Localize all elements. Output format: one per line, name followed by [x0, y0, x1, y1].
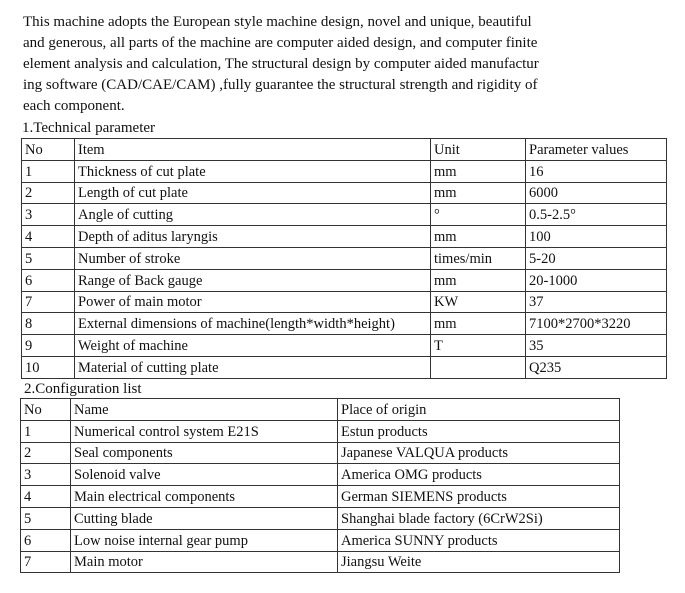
- cell-no: 6: [21, 529, 71, 551]
- header-cell-name: Name: [71, 399, 338, 421]
- cell-parameter-value: 37: [526, 291, 667, 313]
- cell-name: Solenoid valve: [71, 464, 338, 486]
- configuration-list-table: [20, 398, 620, 573]
- cell-no: 2: [21, 442, 71, 464]
- table-row: [21, 507, 620, 529]
- cell-no: 4: [21, 486, 71, 508]
- cell-item: Thickness of cut plate: [75, 160, 431, 182]
- cell-no: 7: [22, 291, 75, 313]
- cell-no: 2: [22, 182, 75, 204]
- cell-place-of-origin: Jiangsu Weite: [338, 551, 620, 573]
- cell-item: Number of stroke: [75, 247, 431, 269]
- cell-parameter-value: 35: [526, 335, 667, 357]
- header-cell-place-of-origin: Place of origin: [338, 399, 620, 421]
- table-row: [22, 313, 667, 335]
- table-row: [21, 551, 620, 573]
- cell-place-of-origin: Japanese VALQUA products: [338, 442, 620, 464]
- cell-parameter-value: 6000: [526, 182, 667, 204]
- cell-name: Main motor: [71, 551, 338, 573]
- cell-item: External dimensions of machine(length*width*height): [75, 313, 431, 335]
- cell-item: Length of cut plate: [75, 182, 431, 204]
- table-row: [22, 204, 667, 226]
- cell-place-of-origin: Estun products: [338, 420, 620, 442]
- cell-parameter-value: 5-20: [526, 247, 667, 269]
- cell-unit: mm: [431, 313, 526, 335]
- cell-no: 9: [22, 335, 75, 357]
- intro-line: each component.: [23, 98, 125, 114]
- table-header-row: [22, 139, 667, 161]
- table-row: [22, 247, 667, 269]
- section-title-configuration-list: 2.Configuration list: [24, 381, 142, 397]
- header-cell-parameter-value: Parameter values: [526, 139, 667, 161]
- cell-parameter-value: Q235: [526, 356, 667, 378]
- table-row: [21, 464, 620, 486]
- header-cell-no: No: [21, 399, 71, 421]
- cell-no: 6: [22, 269, 75, 291]
- cell-no: 5: [22, 247, 75, 269]
- table-row: [22, 291, 667, 313]
- table-row: [21, 420, 620, 442]
- table-row: [21, 486, 620, 508]
- cell-parameter-value: 0.5-2.5°: [526, 204, 667, 226]
- cell-unit: mm: [431, 160, 526, 182]
- cell-name: Cutting blade: [71, 507, 338, 529]
- cell-unit: mm: [431, 182, 526, 204]
- header-cell-no: No: [22, 139, 75, 161]
- cell-no: 7: [21, 551, 71, 573]
- cell-unit: mm: [431, 226, 526, 248]
- cell-parameter-value: 100: [526, 226, 667, 248]
- cell-name: Main electrical components: [71, 486, 338, 508]
- intro-paragraph: [23, 12, 603, 117]
- cell-item: Material of cutting plate: [75, 356, 431, 378]
- intro-line: ing software (CAD/CAE/CAM) ,fully guarantee the structural strength and rigidity of: [23, 77, 538, 93]
- cell-item: Power of main motor: [75, 291, 431, 313]
- cell-item: Angle of cutting: [75, 204, 431, 226]
- cell-item: Depth of aditus laryngis: [75, 226, 431, 248]
- cell-no: 3: [22, 204, 75, 226]
- cell-parameter-value: 16: [526, 160, 667, 182]
- cell-place-of-origin: America SUNNY products: [338, 529, 620, 551]
- cell-item: Weight of machine: [75, 335, 431, 357]
- table-row: [22, 335, 667, 357]
- table-row: [21, 442, 620, 464]
- cell-place-of-origin: German SIEMENS products: [338, 486, 620, 508]
- header-cell-item: Item: [75, 139, 431, 161]
- header-cell-unit: Unit: [431, 139, 526, 161]
- table-row: [22, 160, 667, 182]
- intro-line: and generous, all parts of the machine are computer aided design, and computer finite: [23, 35, 538, 51]
- cell-name: Numerical control system E21S: [71, 420, 338, 442]
- cell-unit: [431, 356, 526, 378]
- table-row: [22, 269, 667, 291]
- section-title-technical-parameter: 1.Technical parameter: [22, 120, 156, 136]
- table-row: [22, 182, 667, 204]
- cell-parameter-value: 7100*2700*3220: [526, 313, 667, 335]
- table-header-row: [21, 399, 620, 421]
- cell-no: 1: [21, 420, 71, 442]
- intro-line: This machine adopts the European style machine design, novel and unique, beautiful: [23, 14, 532, 30]
- intro-line: element analysis and calculation, The structural design by computer aided manufactur: [23, 56, 539, 72]
- cell-unit: times/min: [431, 247, 526, 269]
- cell-place-of-origin: America OMG products: [338, 464, 620, 486]
- cell-name: Low noise internal gear pump: [71, 529, 338, 551]
- cell-unit: °: [431, 204, 526, 226]
- cell-no: 8: [22, 313, 75, 335]
- table-row: [22, 356, 667, 378]
- cell-name: Seal components: [71, 442, 338, 464]
- cell-place-of-origin: Shanghai blade factory (6CrW2Si): [338, 507, 620, 529]
- cell-unit: mm: [431, 269, 526, 291]
- cell-item: Range of Back gauge: [75, 269, 431, 291]
- cell-no: 4: [22, 226, 75, 248]
- cell-no: 10: [22, 356, 75, 378]
- table-row: [21, 529, 620, 551]
- table-row: [22, 226, 667, 248]
- cell-parameter-value: 20-1000: [526, 269, 667, 291]
- cell-no: 5: [21, 507, 71, 529]
- cell-no: 1: [22, 160, 75, 182]
- technical-parameter-table: [21, 138, 667, 379]
- cell-unit: KW: [431, 291, 526, 313]
- cell-unit: T: [431, 335, 526, 357]
- cell-no: 3: [21, 464, 71, 486]
